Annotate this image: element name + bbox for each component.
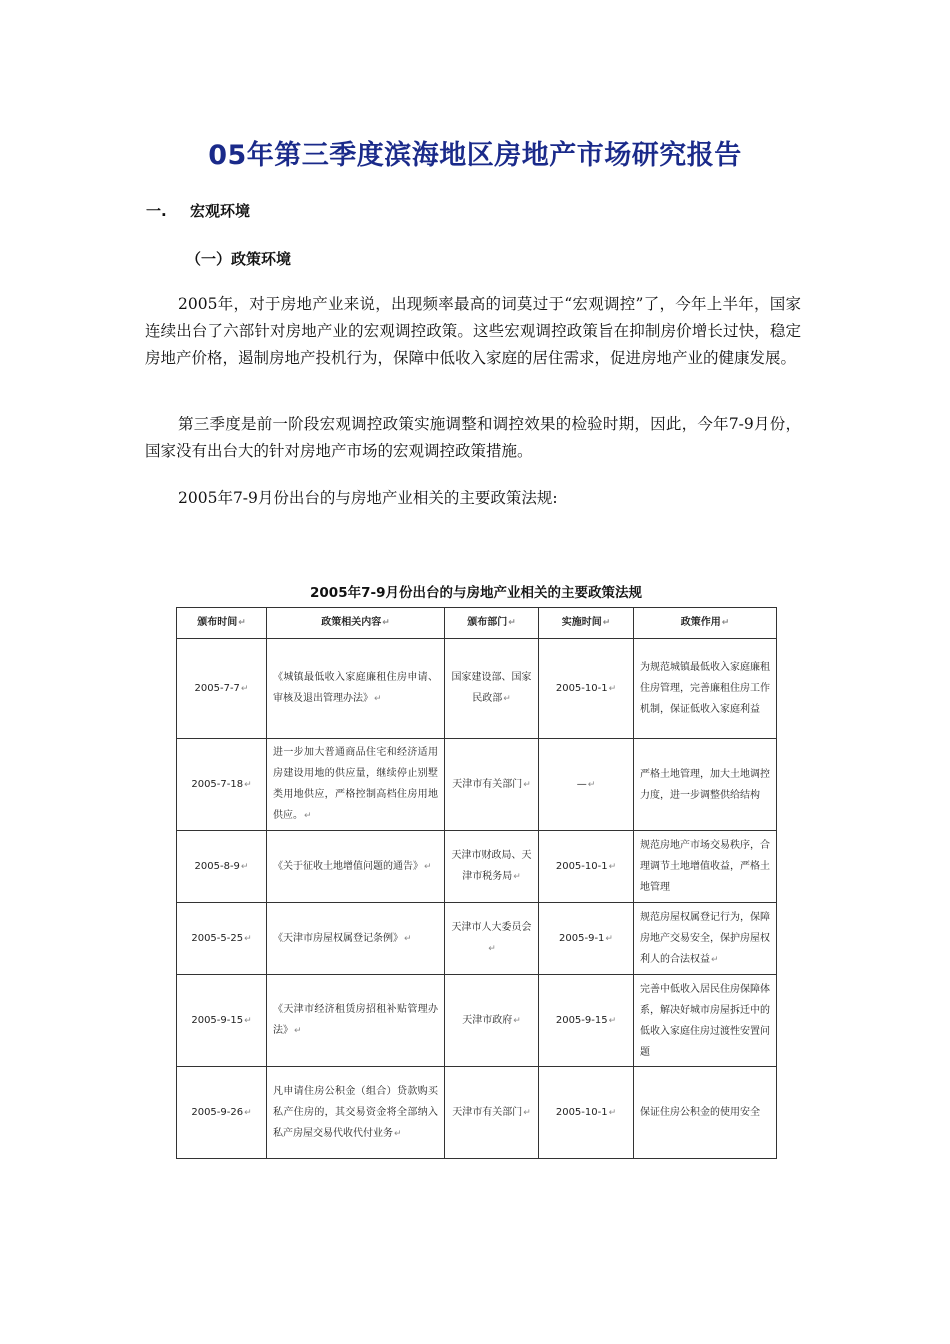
header-issue-date: 颁布时间↵ <box>177 608 267 639</box>
cell-effective: 2005-10-1↵ <box>539 1067 634 1159</box>
cell-effective: 2005-10-1↵ <box>539 639 634 739</box>
cell-date: 2005-9-15↵ <box>177 975 267 1067</box>
cell-effect: 完善中低收入居民住房保障体系，解决好城市房屋拆迁中的低收入家庭住房过渡性安置问题 <box>634 975 777 1067</box>
header-policy-effect: 政策作用↵ <box>634 608 777 639</box>
table-row <box>177 739 777 831</box>
table-row <box>177 831 777 903</box>
cell-content: 《天津市经济租赁房招租补贴管理办法》↵ <box>267 975 445 1067</box>
table-row <box>177 903 777 975</box>
cell-department: 天津市有关部门↵ <box>445 1067 539 1159</box>
cell-effective: 2005-10-1↵ <box>539 831 634 903</box>
document-title: 05年第三季度滨海地区房地产市场研究报告 <box>208 140 742 171</box>
header-effective-date: 实施时间↵ <box>539 608 634 639</box>
cell-date: 2005-5-25↵ <box>177 903 267 975</box>
paragraph-table-intro: 2005年7-9月份出台的与房地产业相关的主要政策法规: <box>178 489 558 507</box>
cell-date: 2005-8-9↵ <box>177 831 267 903</box>
table-caption: 2005年7-9月份出台的与房地产业相关的主要政策法规 <box>310 585 642 601</box>
cell-department: 天津市政府↵ <box>445 975 539 1067</box>
cell-content: 凡申请住房公积金（组合）贷款购买私产住房的，其交易资金将全部纳入私产房屋交易代收代付业务↵ <box>267 1067 445 1159</box>
section-label: 宏观环境 <box>190 202 251 220</box>
table-row <box>177 639 777 739</box>
cell-content: 《城镇最低收入家庭廉租住房申请、审核及退出管理办法》↵ <box>267 639 445 739</box>
paragraph-q3-review: 第三季度是前一阶段宏观调控政策实施调整和调控效果的检验时期，因此，今年7-9月份，国家没有出台大的针对房地产市场的宏观调控政策措施。 <box>145 415 801 460</box>
cell-effective: 2005-9-15↵ <box>539 975 634 1067</box>
section-number: 一. <box>146 202 167 220</box>
cell-effect: 规范房地产市场交易秩序，合理调节土地增值收益，严格土地管理 <box>634 831 777 903</box>
cell-department: 国家建设部、国家民政部↵ <box>445 639 539 739</box>
cell-effect: 保证住房公积金的使用安全 <box>634 1067 777 1159</box>
table-header-row <box>177 608 777 639</box>
subsection-heading-policy-environment: （一）政策环境 <box>186 250 292 268</box>
cell-effective: —↵ <box>539 739 634 831</box>
cell-content: 进一步加大普通商品住宅和经济适用房建设用地的供应量，继续停止别墅类用地供应，严格控制高档住房用地供应。↵ <box>267 739 445 831</box>
cell-effective: 2005-9-1↵ <box>539 903 634 975</box>
cell-content: 《天津市房屋权属登记条例》↵ <box>267 903 445 975</box>
cell-department: 天津市人大委员会↵ <box>445 903 539 975</box>
cell-effect: 严格土地管理，加大土地调控力度，进一步调整供给结构 <box>634 739 777 831</box>
table-row <box>177 1067 777 1159</box>
cell-date: 2005-7-7↵ <box>177 639 267 739</box>
cell-department: 天津市财政局、天津市税务局↵ <box>445 831 539 903</box>
header-policy-content: 政策相关内容↵ <box>267 608 445 639</box>
policy-table <box>176 607 777 1159</box>
cell-effect: 规范房屋权属登记行为，保障房地产交易安全，保护房屋权利人的合法权益↵ <box>634 903 777 975</box>
cell-department: 天津市有关部门↵ <box>445 739 539 831</box>
cell-date: 2005-7-18↵ <box>177 739 267 831</box>
cell-date: 2005-9-26↵ <box>177 1067 267 1159</box>
policy-table-figure <box>176 580 776 1159</box>
cell-content: 《关于征收土地增值问题的通告》↵ <box>267 831 445 903</box>
cell-effect: 为规范城镇最低收入家庭廉租住房管理，完善廉租住房工作机制，保证低收入家庭利益 <box>634 639 777 739</box>
paragraph-macro-control: 2005年，对于房地产业来说，出现频率最高的词莫过于“宏观调控”了，今年上半年，国家连续出台了六部针对房地产业的宏观调控政策。这些宏观调控政策旨在抑制房价增长过快，稳定房地产价格，遏制房地产投机行为，保障中低收入家庭的居住需求，促进房地产业的健康发展。 <box>145 295 801 367</box>
section-heading-macro-environment <box>146 200 250 221</box>
header-issuing-department: 颁布部门↵ <box>445 608 539 639</box>
table-row <box>177 975 777 1067</box>
